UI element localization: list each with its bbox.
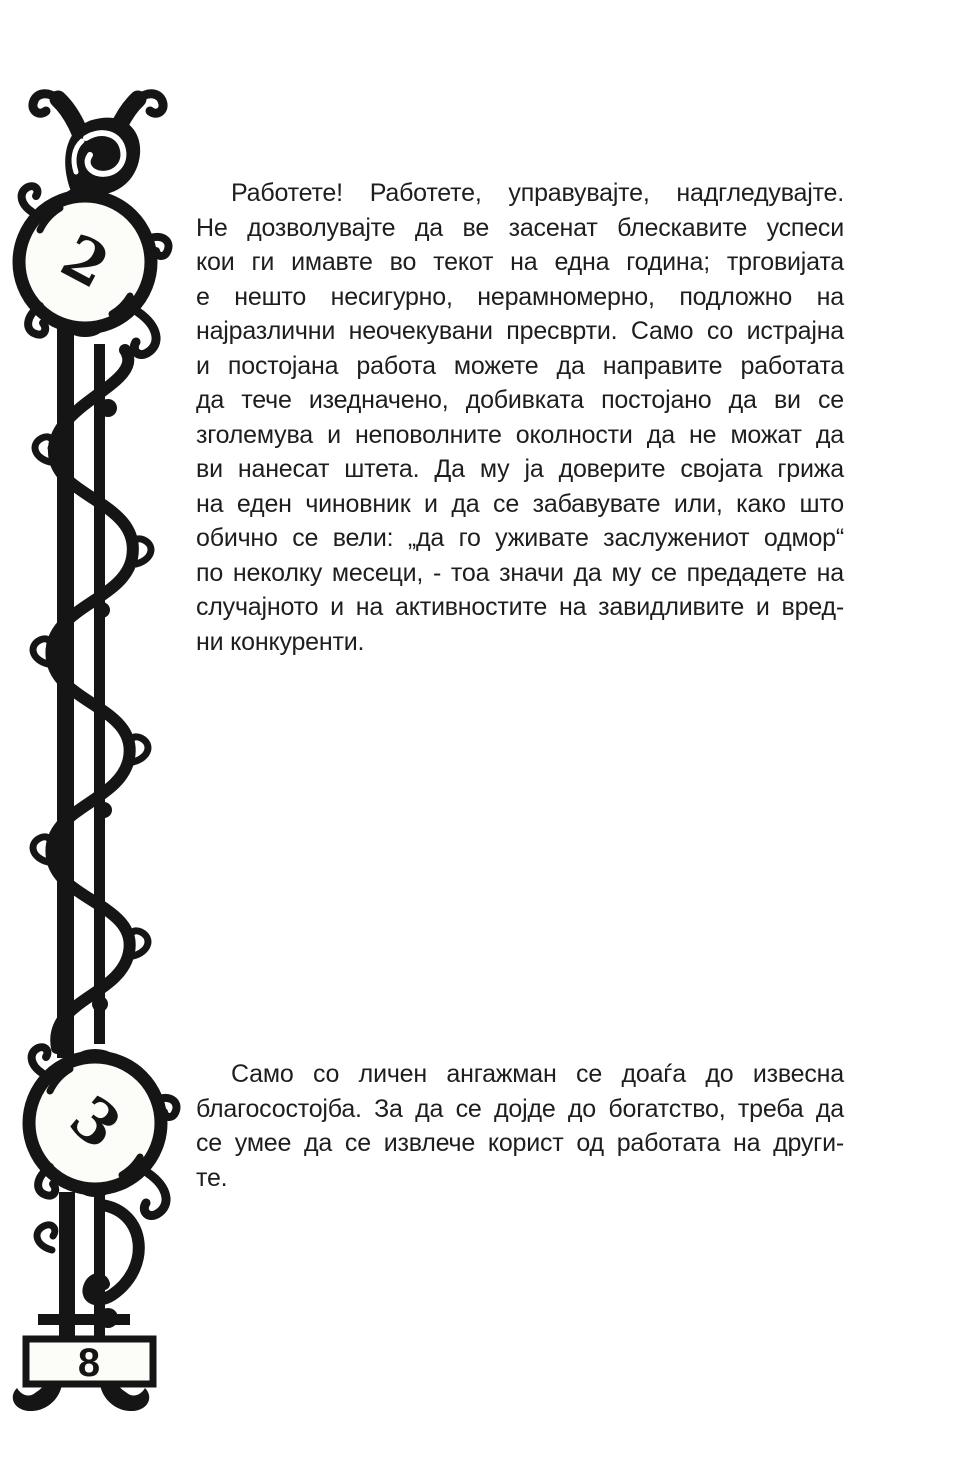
- paragraph-line: е нешто несигурно, нерамномерно, подложно на: [196, 282, 844, 311]
- paragraph-line: Работете! Работете, управувајте, надгледувајте.: [231, 179, 844, 207]
- paragraph-line: на еден чиновник и да се забавувате или, како што: [196, 489, 844, 518]
- paragraph: [196, 1057, 844, 1195]
- paragraph-line: обично се вели: „да го уживате заслужениот одмор“: [196, 524, 844, 552]
- paragraph-line: се умее да се извлече корист од работата на други-: [196, 1129, 844, 1157]
- paragraph-line: и постојана работа можете да направите работата: [196, 351, 844, 380]
- ornament-lower-vine: [37, 1192, 139, 1342]
- paragraph-line: те.: [196, 1163, 228, 1192]
- paragraph-line: Само со личен ангажман се доаѓа до извесна: [231, 1060, 844, 1088]
- section-number-2: 2: [50, 221, 120, 303]
- paragraph-line: да тече изедначено, добивката постојано да ви се: [196, 386, 844, 414]
- paragraph-line: најразлични неочекувани пресврти. Само со истрајна: [196, 317, 844, 345]
- paragraph-line: благосостојба. За да се дојде до богатство, треба да: [196, 1094, 844, 1123]
- ornament-vine-stem: [33, 328, 151, 1058]
- section-marker-circle-2: [19, 186, 168, 354]
- paragraph-line: зголемува и неповолните околности да не можат да: [196, 420, 844, 449]
- paragraph-line: ви нанесат штета. Да му ја доверите својата грижа: [196, 455, 844, 483]
- section-number-3: 3: [56, 1082, 134, 1164]
- paragraph: [196, 176, 844, 659]
- paragraph-line: по неколку месеци, - тоа значи да му се предадете на: [196, 558, 844, 587]
- paragraph-line: Не дозволувајте да ве засенат блескавите успеси: [196, 213, 844, 242]
- paragraph-line: кои ги имавте во текот на една година; трговијата: [196, 248, 844, 276]
- margin-ornament-chain: [0, 0, 200, 1478]
- section-marker-circle-3: [29, 1047, 176, 1215]
- text-column: [196, 176, 844, 1195]
- ornament-feet-icon: [13, 1384, 149, 1411]
- ornament-top-flourish-icon: [33, 94, 163, 195]
- page-number: 8: [77, 1341, 101, 1385]
- page-number-plate: [26, 1339, 153, 1385]
- paragraph-line: случајното и на активностите на завидливите и вред-: [196, 593, 844, 621]
- paragraph-line: ни конкуренти.: [196, 627, 365, 656]
